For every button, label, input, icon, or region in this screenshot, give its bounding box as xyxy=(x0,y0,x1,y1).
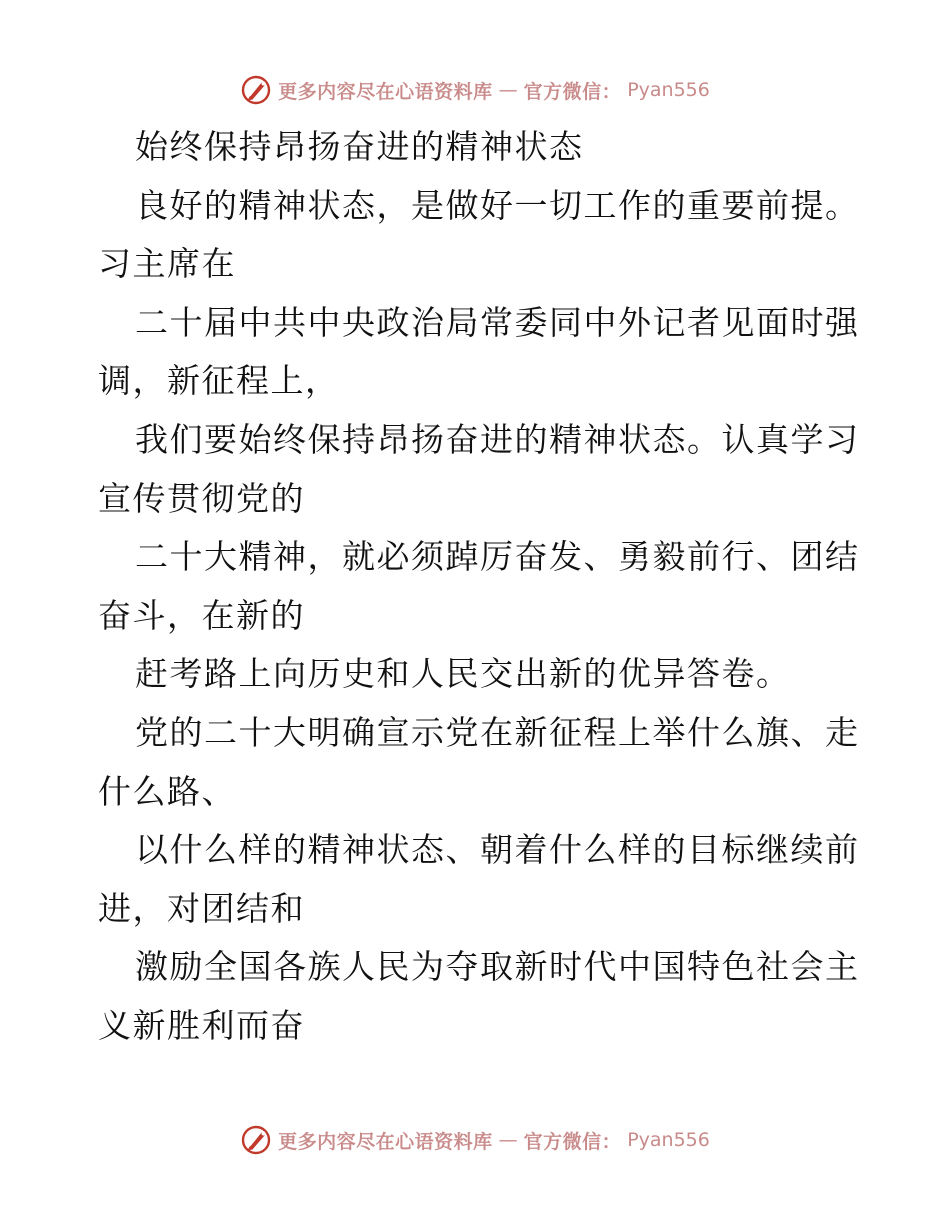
document-body xyxy=(98,118,858,1056)
paragraph-line: 什么路、 xyxy=(98,771,236,811)
watermark-wechat-label: 官方微信： xyxy=(523,80,622,103)
paragraph-line: 进，对团结和 xyxy=(98,888,305,928)
header-watermark xyxy=(0,72,950,108)
watermark-group xyxy=(240,1124,710,1156)
paragraph-line: 宣传贯彻党的 xyxy=(98,478,305,518)
paragraph-line: 习主席在 xyxy=(98,244,236,284)
paragraph-line: 良好的精神状态，是做好一切工作的重要前提。 xyxy=(135,185,860,225)
quill-pen-logo-icon xyxy=(240,1124,272,1156)
watermark-separator: — xyxy=(498,79,518,101)
watermark-wechat-id: Pyan556 xyxy=(627,1129,710,1151)
paragraph-line: 我们要始终保持昂扬奋进的精神状态。认真学习 xyxy=(135,419,860,459)
watermark-separator: — xyxy=(498,1129,518,1151)
paragraph-line: 奋斗，在新的 xyxy=(98,595,305,635)
paragraph-line: 调，新征程上， xyxy=(98,361,340,401)
watermark-group xyxy=(240,74,710,106)
paragraph-line: 以什么样的精神状态、朝着什么样的目标继续前 xyxy=(135,830,860,870)
quill-pen-logo-icon xyxy=(240,74,272,106)
paragraph-line: 二十届中共中央政治局常委同中外记者见面时强 xyxy=(135,302,860,342)
watermark-wechat-label: 官方微信： xyxy=(523,1130,622,1153)
paragraph-line: 义新胜利而奋 xyxy=(98,1005,305,1045)
watermark-text: 更多内容尽在心语资料库 xyxy=(278,1130,493,1153)
watermark-text: 更多内容尽在心语资料库 xyxy=(278,80,493,103)
paragraph-line: 二十大精神，就必须踔厉奋发、勇毅前行、团结 xyxy=(135,537,860,577)
watermark-wechat-id: Pyan556 xyxy=(627,79,710,101)
paragraph-line: 党的二十大明确宣示党在新征程上举什么旗、走 xyxy=(135,712,860,752)
document-title: 始终保持昂扬奋进的精神状态 xyxy=(135,127,584,166)
footer-watermark xyxy=(0,1122,950,1158)
paragraph-line: 赶考路上向历史和人民交出新的优异答卷。 xyxy=(135,654,791,694)
paragraph-line: 激励全国各族人民为夺取新时代中国特色社会主 xyxy=(135,947,860,987)
